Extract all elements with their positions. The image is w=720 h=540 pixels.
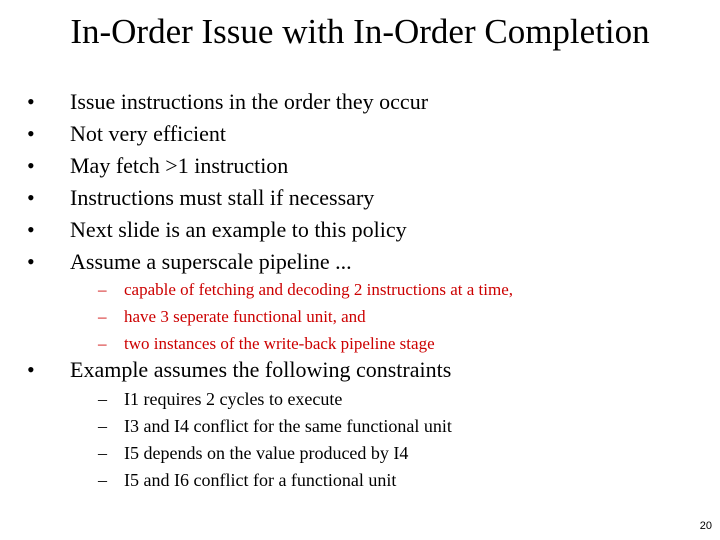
bullet-text: Assume a superscale pipeline ... <box>70 249 352 274</box>
bullet-item <box>27 150 428 182</box>
sub-bullet-text: I1 requires 2 cycles to execute <box>124 389 343 409</box>
bullet-item <box>27 182 428 214</box>
sub-bullet-text: have 3 seperate functional unit, and <box>124 307 366 326</box>
sub-bullet-item <box>98 467 452 494</box>
sub-bullet-item <box>98 303 513 330</box>
sub-bullet-text: I5 and I6 conflict for a functional unit <box>124 470 397 490</box>
bullet-marker: • <box>27 217 35 242</box>
sub-bullet-item <box>98 413 452 440</box>
dash-marker: – <box>98 307 107 326</box>
sub-bullet-text: two instances of the write-back pipeline stage <box>124 334 435 353</box>
bullet-marker: • <box>27 153 35 178</box>
bullet-item <box>27 246 428 278</box>
bullet-text: Issue instructions in the order they occur <box>70 89 429 114</box>
slide-title: In-Order Issue with In-Order Completion <box>70 12 650 51</box>
bullet-marker: • <box>27 89 35 114</box>
sub-bullet-item <box>98 276 513 303</box>
constraints-sub-list <box>98 386 452 494</box>
sub-bullet-text: I3 and I4 conflict for the same functional unit <box>124 416 452 436</box>
bullet-text: May fetch >1 instruction <box>70 153 289 178</box>
dash-marker: – <box>98 416 107 436</box>
sub-bullet-item <box>98 386 452 413</box>
main-bullet-list <box>27 86 428 278</box>
slide-number: 20 <box>699 520 712 532</box>
bullet-marker: • <box>27 249 35 274</box>
bullet-text: Next slide is an example to this policy <box>70 217 407 242</box>
dash-marker: – <box>98 443 107 463</box>
dash-marker: – <box>98 334 107 353</box>
sub-bullet-item <box>98 330 513 357</box>
dash-marker: – <box>98 389 107 409</box>
bullet-marker: • <box>27 121 35 146</box>
bullet-item <box>27 214 428 246</box>
bullet-item <box>27 86 428 118</box>
bullet-text: Not very efficient <box>70 121 226 146</box>
dash-marker: – <box>98 470 107 490</box>
bullet-text: Example assumes the following constraints <box>70 357 452 382</box>
bullet-item <box>27 118 428 150</box>
bullet-marker: • <box>27 185 35 210</box>
dash-marker: – <box>98 280 107 299</box>
sub-bullet-item <box>98 440 452 467</box>
bullet-text: Instructions must stall if necessary <box>70 185 375 210</box>
bullet-marker: • <box>27 357 35 382</box>
sub-bullet-text: I5 depends on the value produced by I4 <box>124 443 409 463</box>
pipeline-sub-list <box>98 276 513 357</box>
constraints-bullet <box>27 354 451 386</box>
sub-bullet-text: capable of fetching and decoding 2 instructions at a time, <box>124 280 513 299</box>
